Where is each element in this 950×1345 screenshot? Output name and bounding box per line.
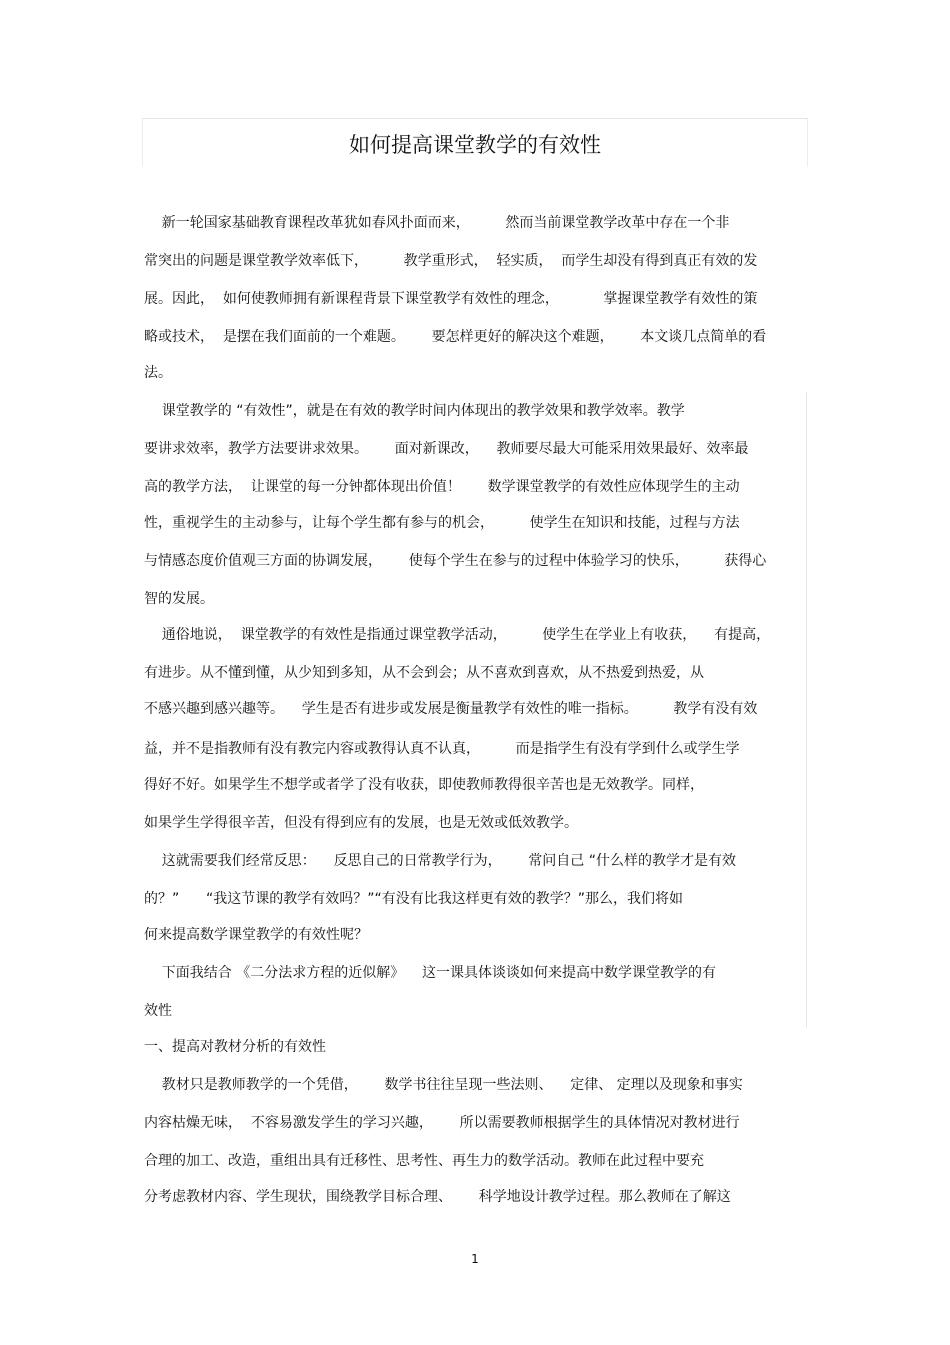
- text-line: 法。: [144, 365, 172, 381]
- text-line: 课堂教学的 “有效性”，就是在有效的教学时间内体现出的教学效果和教学效率。教学: [144, 403, 685, 419]
- text-line: 展。因此， 如何使教师拥有新课程背景下课堂教学有效性的理念， 掌握课堂教学有效性的策: [144, 291, 758, 307]
- text-line: 有进步。从不懂到懂，从少知到多知，从不会到会；从不喜欢到喜欢，从不热爱到热爱，从: [144, 665, 704, 681]
- text-line: 何来提高数学课堂教学的有效性呢？: [144, 927, 368, 943]
- text-line: 内容枯燥无味， 不容易激发学生的学习兴趣， 所以需要教师根据学生的具体情况对教材进行: [144, 1115, 740, 1131]
- text-line: 分考虑教材内容、学生现状，围绕教学目标合理、 科学地设计教学过程。那么教师在了解这: [144, 1189, 731, 1205]
- margin-divider: [806, 392, 807, 1028]
- text-line: 教材只是教师教学的一个凭借， 数学书往往呈现一些法则、 定律、 定理以及现象和事实: [144, 1077, 743, 1093]
- text-line: 合理的加工、改造，重组出具有迁移性、思考性、再生力的数学活动。教师在此过程中要充: [144, 1153, 704, 1169]
- text-line: 性，重视学生的主动参与，让每个学生都有参与的机会， 使学生在知识和技能，过程与方法: [144, 515, 740, 531]
- text-line: 效性: [144, 1003, 172, 1019]
- text-line: 通俗地说， 课堂教学的有效性是指通过课堂教学活动， 使学生在学业上有收获， 有提高，: [144, 627, 771, 643]
- page-number: 1: [471, 1252, 479, 1266]
- text-line: 的？” “我这节课的教学有效吗？”“有没有比我这样更有效的教学？”那么，我们将如: [144, 891, 683, 907]
- text-line: 不感兴趣到感兴趣等。 学生是否有进步或发展是衡量教学有效性的唯一指标。 教学有没有效: [144, 701, 758, 717]
- text-line: 一、提高对教材分析的有效性: [144, 1039, 326, 1055]
- text-line: 得好不好。如果学生不想学或者学了没有收获，即使教师教得很辛苦也是无效教学。同样，: [144, 777, 704, 793]
- text-line: 与情感态度价值观三方面的协调发展， 使每个学生在参与的过程中体验学习的快乐， 获得心: [144, 553, 767, 569]
- text-line: 常突出的问题是课堂教学效率低下， 教学重形式， 轻实质， 而学生却没有得到真正有效的发: [144, 253, 758, 269]
- text-line: 新一轮国家基础教育课程改革犹如春风扑面而来， 然而当前课堂教学改革中存在一个非: [144, 215, 730, 231]
- text-line: 这就需要我们经常反思： 反思自己的日常教学行为， 常问自己 “什么样的教学才是有效: [144, 853, 737, 869]
- text-line: 高的教学方法， 让课堂的每一分钟都体现出价值！ 数学课堂教学的有效性应体现学生的主动: [144, 479, 740, 495]
- text-line: 略或技术， 是摆在我们面前的一个难题。 要怎样更好的解决这个难题， 本文谈几点简单的看: [144, 329, 767, 345]
- text-line: 益，并不是指教师有没有教完内容或教得认真不认真， 而是指学生有没有学到什么或学生学: [144, 741, 740, 757]
- text-line: 下面我结合 《二分法求方程的近似解》 这一课具体谈谈如何来提高中数学课堂教学的有: [144, 965, 717, 981]
- text-line: 要讲求效率，教学方法要讲求效果。 面对新课改， 教师要尽最大可能采用效果最好、效率最: [144, 441, 749, 457]
- text-line: 智的发展。: [144, 591, 214, 607]
- page-title: 如何提高课堂教学的有效性: [349, 133, 601, 157]
- title-box: [142, 118, 808, 167]
- text-line: 如果学生学得很辛苦，但没有得到应有的发展，也是无效或低效教学。: [144, 815, 578, 831]
